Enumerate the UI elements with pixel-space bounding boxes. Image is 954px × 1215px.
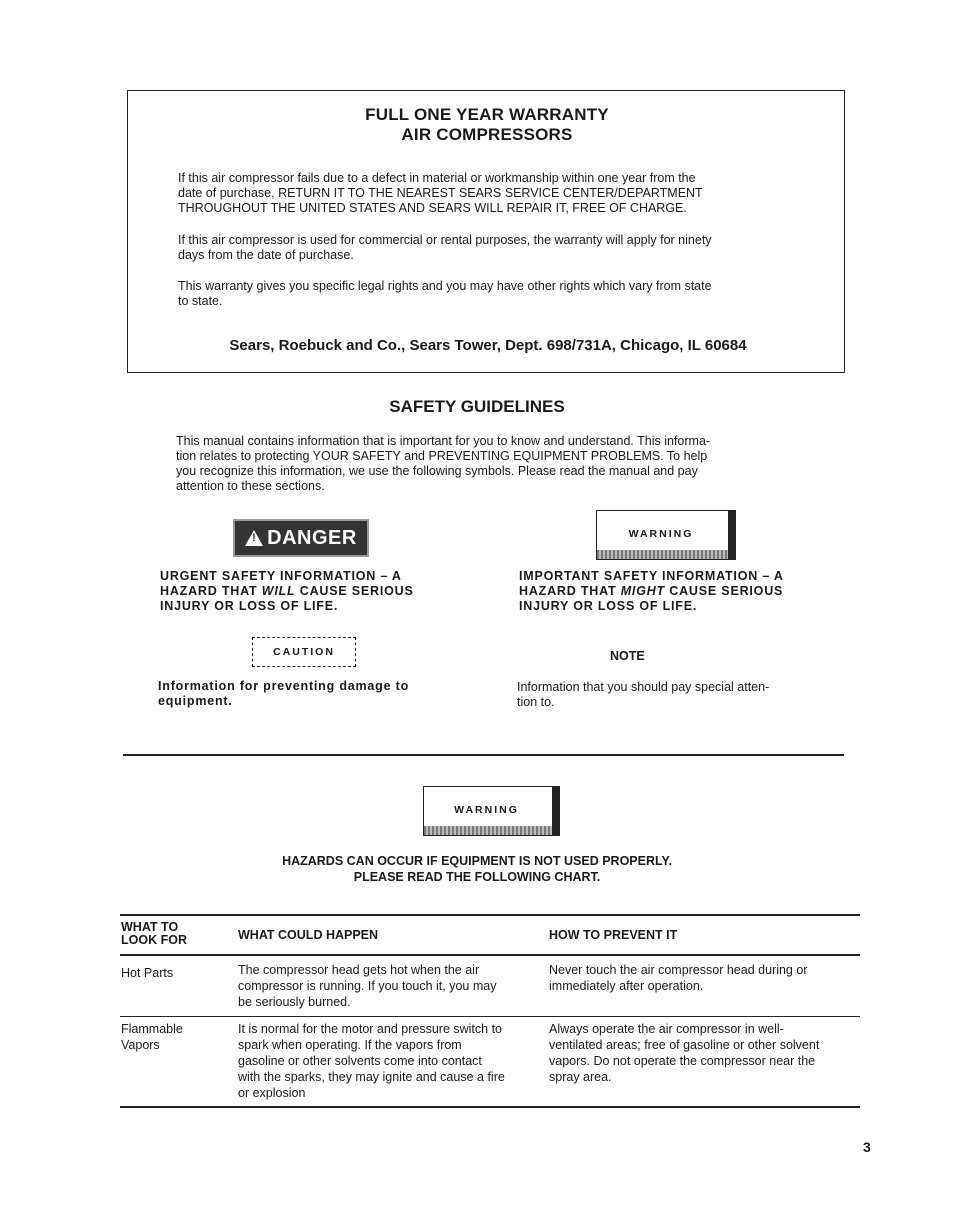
warning-description: IMPORTANT SAFETY INFORMATION – A HAZARD THAT MIGHT CAUSE SERIOUS INJURY OR LOSS OF LIFE. [519, 569, 784, 613]
note-description: Information that you should pay special atten- tion to. [517, 680, 770, 709]
table-row-rule [120, 1016, 860, 1017]
hazards-warning-label: WARNING [454, 804, 519, 816]
table-bottom-rule [120, 1106, 860, 1108]
warning-triangle-icon [245, 530, 263, 546]
table-cell-happen: The compressor head gets hot when the air compressor is running. If you touch it, you may be seriously burned. [238, 963, 497, 1009]
safety-guidelines-title: SAFETY GUIDELINES [389, 397, 565, 416]
warranty-paragraph-1: If this air compressor fails due to a defect in material or workmanship within one year from the date of purchase, RETURN IT TO THE NEAREST SEARS SERVICE CENTER/DEPARTMENT THROUGHOUT THE UNITED STATES AND SEARS WILL REPAIR IT, FREE OF CHARGE. [178, 171, 703, 215]
table-header-how-to-prevent: HOW TO PREVENT IT [549, 928, 678, 942]
danger-description: URGENT SAFETY INFORMATION – A HAZARD THAT WILL CAUSE SERIOUS INJURY OR LOSS OF LIFE. [160, 569, 414, 613]
hazards-warning-symbol [423, 786, 560, 836]
danger-symbol [233, 519, 369, 557]
caution-symbol [252, 637, 356, 667]
warranty-paragraph-3: This warranty gives you specific legal rights and you may have other rights which vary from state to state. [178, 279, 712, 308]
section-divider [123, 754, 844, 756]
table-cell-prevent: Never touch the air compressor head during or immediately after operation. [549, 963, 808, 993]
warning-shading [597, 550, 735, 559]
table-header-look-for: WHAT TO LOOK FOR [121, 920, 187, 947]
warranty-paragraph-2: If this air compressor is used for commercial or rental purposes, the warranty will apply for ninety days from the date of purchase. [178, 233, 712, 262]
caution-description: Information for preventing damage to equipment. [158, 679, 410, 708]
safety-intro: This manual contains information that is important for you to know and understand. This informa- tion relates to protecting YOUR SAFETY and PREVENTING EQUIPMENT PROBLEMS. To help you recognize this information, we use the following symbols. Please read the manual and pay attention to these sections. [176, 434, 711, 493]
warning-symbol [596, 510, 736, 560]
table-row: Flammable Vapors [121, 1021, 221, 1053]
warranty-title: FULL ONE YEAR WARRANTY [365, 105, 609, 124]
table-header-rule [120, 954, 860, 956]
warning-label: WARNING [628, 528, 694, 540]
table-header-what-could-happen: WHAT COULD HAPPEN [238, 928, 379, 942]
warranty-box [127, 90, 845, 373]
table-cell-prevent: Always operate the air compressor in well- ventilated areas; free of gasoline or other solvent vapors. Do not operate the compressor near the spray area. [549, 1022, 820, 1084]
caution-label: CAUTION [273, 646, 335, 658]
table-cell-look-for: Flammable [121, 1022, 183, 1036]
table-top-rule [120, 914, 860, 916]
table-cell-happen: It is normal for the motor and pressure switch to spark when operating. If the vapors from gasoline or other solvents come into contact with the sparks, they may ignite and cause a fire or explosion [238, 1022, 505, 1100]
warranty-subtitle: AIR COMPRESSORS [401, 125, 573, 144]
note-label: NOTE [610, 649, 645, 663]
hazards-line-2: PLEASE READ THE FOLLOWING CHART. [353, 870, 601, 884]
sears-address: Sears, Roebuck and Co., Sears Tower, Dept. 698/731A, Chicago, IL 60684 [229, 337, 747, 354]
table-row [121, 965, 221, 981]
danger-label: DANGER [267, 526, 357, 549]
hazards-line-1: HAZARDS CAN OCCUR IF EQUIPMENT IS NOT USED PROPERLY. [282, 854, 672, 868]
page-number: 3 [863, 1139, 871, 1155]
table-cell-look-for: Hot Parts [121, 966, 174, 980]
